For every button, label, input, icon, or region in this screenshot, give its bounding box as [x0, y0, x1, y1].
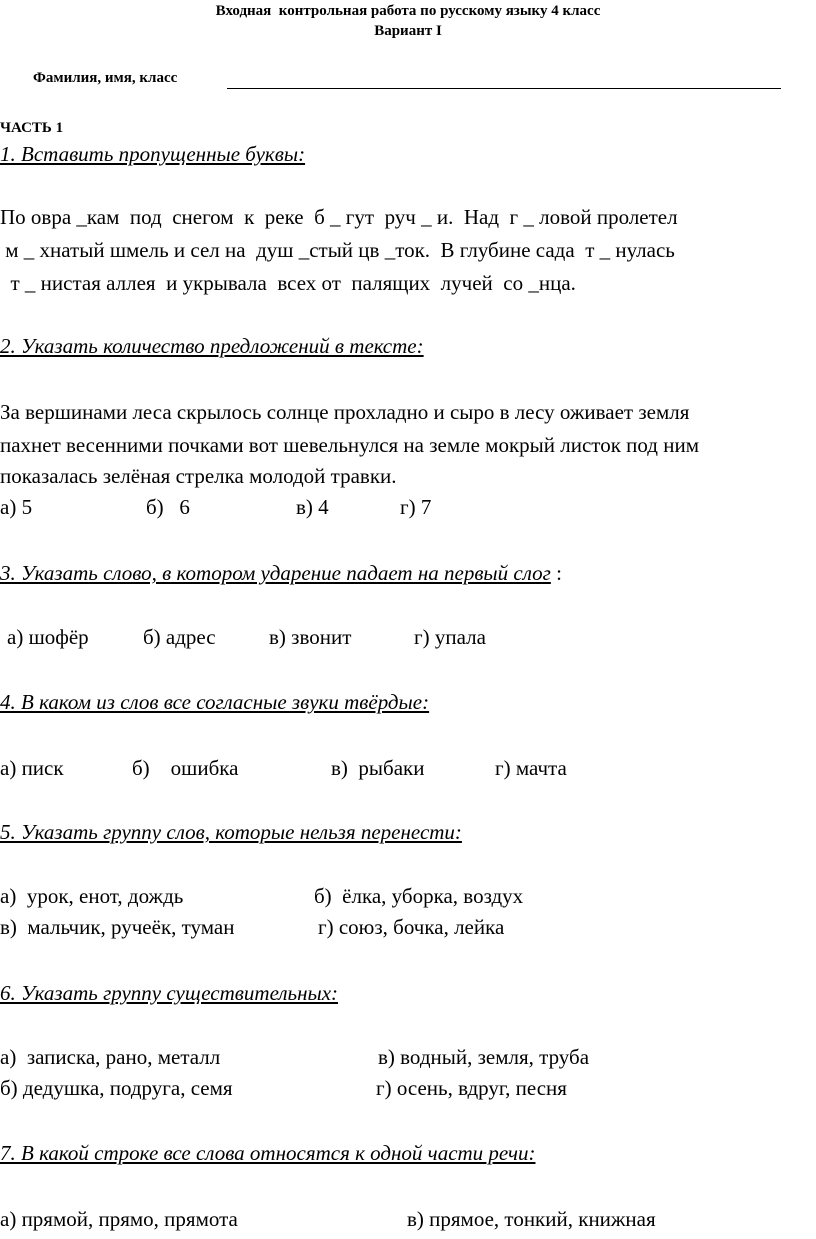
question-6-option-c[interactable]: в) водный, земля, труба	[378, 1045, 590, 1069]
question-2-text-line: показалась зелёная стрелка молодой травки.	[0, 464, 397, 488]
question-5-option-b[interactable]: б) ёлка, уборка, воздух	[314, 884, 524, 908]
question-5-title: 5. Указать группу слов, которые нельзя перенести:	[0, 820, 462, 844]
question-7-title: 7. В какой строке все слова относятся к одной части речи:	[0, 1141, 536, 1165]
question-5-option-c[interactable]: в) мальчик, ручеёк, туман	[0, 915, 235, 939]
name-field-label: Фамилия, имя, класс	[33, 70, 178, 86]
question-2-text-line: пахнет весенними почками вот шевельнулся на земле мокрый листок под ним	[0, 433, 699, 457]
question-3-title-suffix: :	[550, 561, 562, 585]
question-6-option-a[interactable]: а) записка, рано, металл	[0, 1045, 221, 1069]
question-3-option-c[interactable]: в) звонит	[269, 625, 352, 649]
question-2-text-line: За вершинами леса скрылось солнце прохладно и сыро в лесу оживает земля	[0, 400, 690, 424]
question-4-title: 4. В каком из слов все согласные звуки твёрдые:	[0, 690, 430, 714]
question-4-option-c[interactable]: в) рыбаки	[331, 756, 425, 780]
page-title: Входная контрольная работа по русскому языку 4 класс	[215, 3, 601, 19]
question-4-option-b[interactable]: б) ошибка	[132, 756, 239, 780]
question-6-option-d[interactable]: г) осень, вдруг, песня	[376, 1076, 567, 1100]
part-label: ЧАСТЬ 1	[0, 120, 64, 136]
question-3-option-a[interactable]: а) шофёр	[7, 625, 89, 649]
question-3-option-b[interactable]: б) адрес	[143, 625, 216, 649]
question-3-title: 3. Указать слово, в котором ударение падает на первый слог	[0, 561, 551, 585]
question-2-title: 2. Указать количество предложений в тексте:	[0, 334, 424, 358]
question-2-option-c[interactable]: в) 4	[296, 495, 329, 519]
question-2-option-b[interactable]: б) 6	[146, 495, 190, 519]
question-1-title: 1. Вставить пропущенные буквы:	[0, 142, 306, 166]
question-1-text-line: т _ нистая аллея и укрывала всех от палящих лучей со _нца.	[0, 271, 576, 295]
question-5-option-a[interactable]: а) урок, енот, дождь	[0, 884, 184, 908]
question-6-option-b[interactable]: б) дедушка, подруга, семя	[0, 1076, 233, 1100]
question-5-option-d[interactable]: г) союз, бочка, лейка	[318, 915, 505, 939]
question-3-option-d[interactable]: г) упала	[414, 625, 486, 649]
question-6-title: 6. Указать группу существительных:	[0, 981, 339, 1005]
question-4-option-d[interactable]: г) мачта	[495, 756, 567, 780]
variant-label: Вариант I	[374, 23, 442, 39]
question-7-option-c[interactable]: в) прямое, тонкий, книжная	[407, 1207, 656, 1231]
question-2-option-a[interactable]: а) 5	[0, 495, 33, 519]
question-4-option-a[interactable]: а) писк	[0, 756, 64, 780]
question-3-title-row	[0, 561, 562, 586]
question-1-text-line: м _ хнатый шмель и сел на душ _стый цв _ток. В глубине сада т _ нулась	[0, 238, 675, 262]
question-2-option-d[interactable]: г) 7	[400, 495, 432, 519]
name-input-line[interactable]	[227, 88, 781, 89]
question-7-option-a[interactable]: а) прямой, прямо, прямота	[0, 1207, 238, 1231]
question-1-text-line: По овра _кам под снегом к реке б _ гут руч _ и. Над г _ ловой пролетел	[0, 205, 678, 229]
